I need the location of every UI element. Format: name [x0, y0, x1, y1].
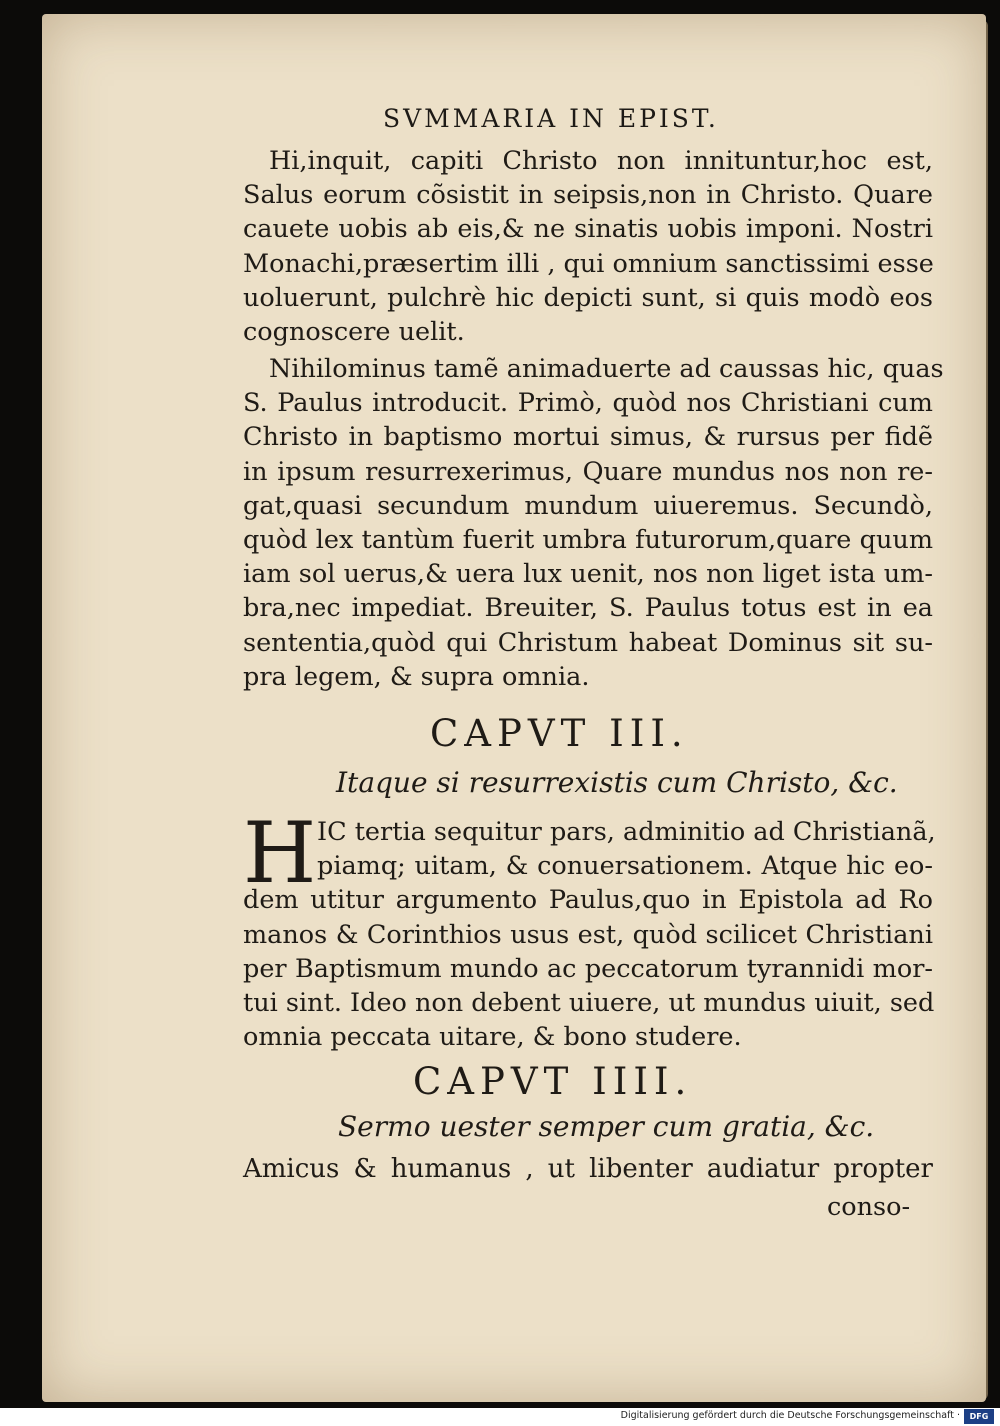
- text-line: sententia,quòd qui Christum habeat Dominus sit su-: [243, 627, 933, 658]
- text-line: bra,nec impediat. Breuiter, S. Paulus totus est in ea: [243, 593, 933, 624]
- text-line: per Baptismum mundo ac peccatorum tyrannidi mor-: [243, 953, 933, 984]
- chapter-heading-iii: CAPVT III.: [430, 712, 689, 755]
- chapter-incipit-iiii: Sermo uester semper cum gratia, &c.: [338, 1110, 875, 1143]
- text-line: Christo in baptismo mortui simus, & rursus per fidẽ: [243, 422, 933, 453]
- text-line: Hi,inquit, capiti Christo non innituntur,hoc est,: [269, 146, 933, 176]
- chapter-heading-iiii: CAPVT IIII.: [413, 1060, 693, 1103]
- text-line: dem utitur argumento Paulus,quo in Epistola ad Ro: [243, 885, 933, 916]
- paragraph-2: [243, 352, 944, 694]
- footer-bar: [0, 1408, 1000, 1426]
- text-line: Salus eorum cõsistit in seipsis,non in Christo. Quare: [243, 180, 933, 211]
- text-line: cauete uobis ab eis,& ne sinatis uobis imponi. Nostri: [243, 214, 933, 245]
- catchword: conso-: [827, 1192, 911, 1222]
- chapter-incipit-iii: Itaque si resurrexistis cum Christo, &c.: [336, 766, 898, 799]
- text-line: uoluerunt, pulchrè hic depicti sunt, si quis modò eos: [243, 282, 933, 313]
- paragraph-4: [243, 1152, 933, 1186]
- text-line: iam sol uerus,& uera lux uenit, nos non liget ista um-: [243, 559, 933, 590]
- text-line: piamq; uitam, & conuersationem. Atque hic eo-: [317, 851, 933, 882]
- running-head: SVMMARIA IN EPIST.: [383, 104, 719, 133]
- text-line: omnia peccata uitare, & bono studere.: [243, 1022, 742, 1053]
- text-line: Amicus & humanus , ut libenter audiatur propter: [243, 1154, 933, 1184]
- text-line: IC tertia sequitur pars, adminitio ad Christianã,: [317, 817, 936, 847]
- text-line: manos & Corinthios usus est, quòd scilicet Christiani: [243, 919, 933, 950]
- paragraph-3: [243, 804, 936, 1054]
- text-line: gat,quasi secundum mundum uiueremus. Secundò,: [243, 490, 933, 521]
- text-line: quòd lex tantùm fuerit umbra futurorum,quare quum: [243, 525, 933, 556]
- text-line: Monachi,præsertim illi , qui omnium sanctissimi esse: [243, 248, 934, 279]
- text-line: S. Paulus introducit. Primò, quòd nos Christiani cum: [243, 388, 933, 419]
- drop-capital: H: [243, 804, 317, 902]
- text-line: cognoscere uelit.: [243, 317, 465, 348]
- text-line: pra legem, & supra omnia.: [243, 661, 590, 692]
- text-line: Nihilominus tamẽ animaduerte ad caussas hic, quas: [269, 354, 944, 384]
- funding-note: Digitalisierung gefördert durch die Deutsche Forschungsgemeinschaft ·: [620, 1410, 960, 1421]
- text-line: tui sint. Ideo non debent uiuere, ut mundus uiuit, sed: [243, 988, 935, 1019]
- paragraph-1: [243, 144, 933, 349]
- dfg-logo: DFG: [964, 1409, 994, 1424]
- text-line: in ipsum resurrexerimus, Quare mundus nos non re-: [243, 456, 933, 487]
